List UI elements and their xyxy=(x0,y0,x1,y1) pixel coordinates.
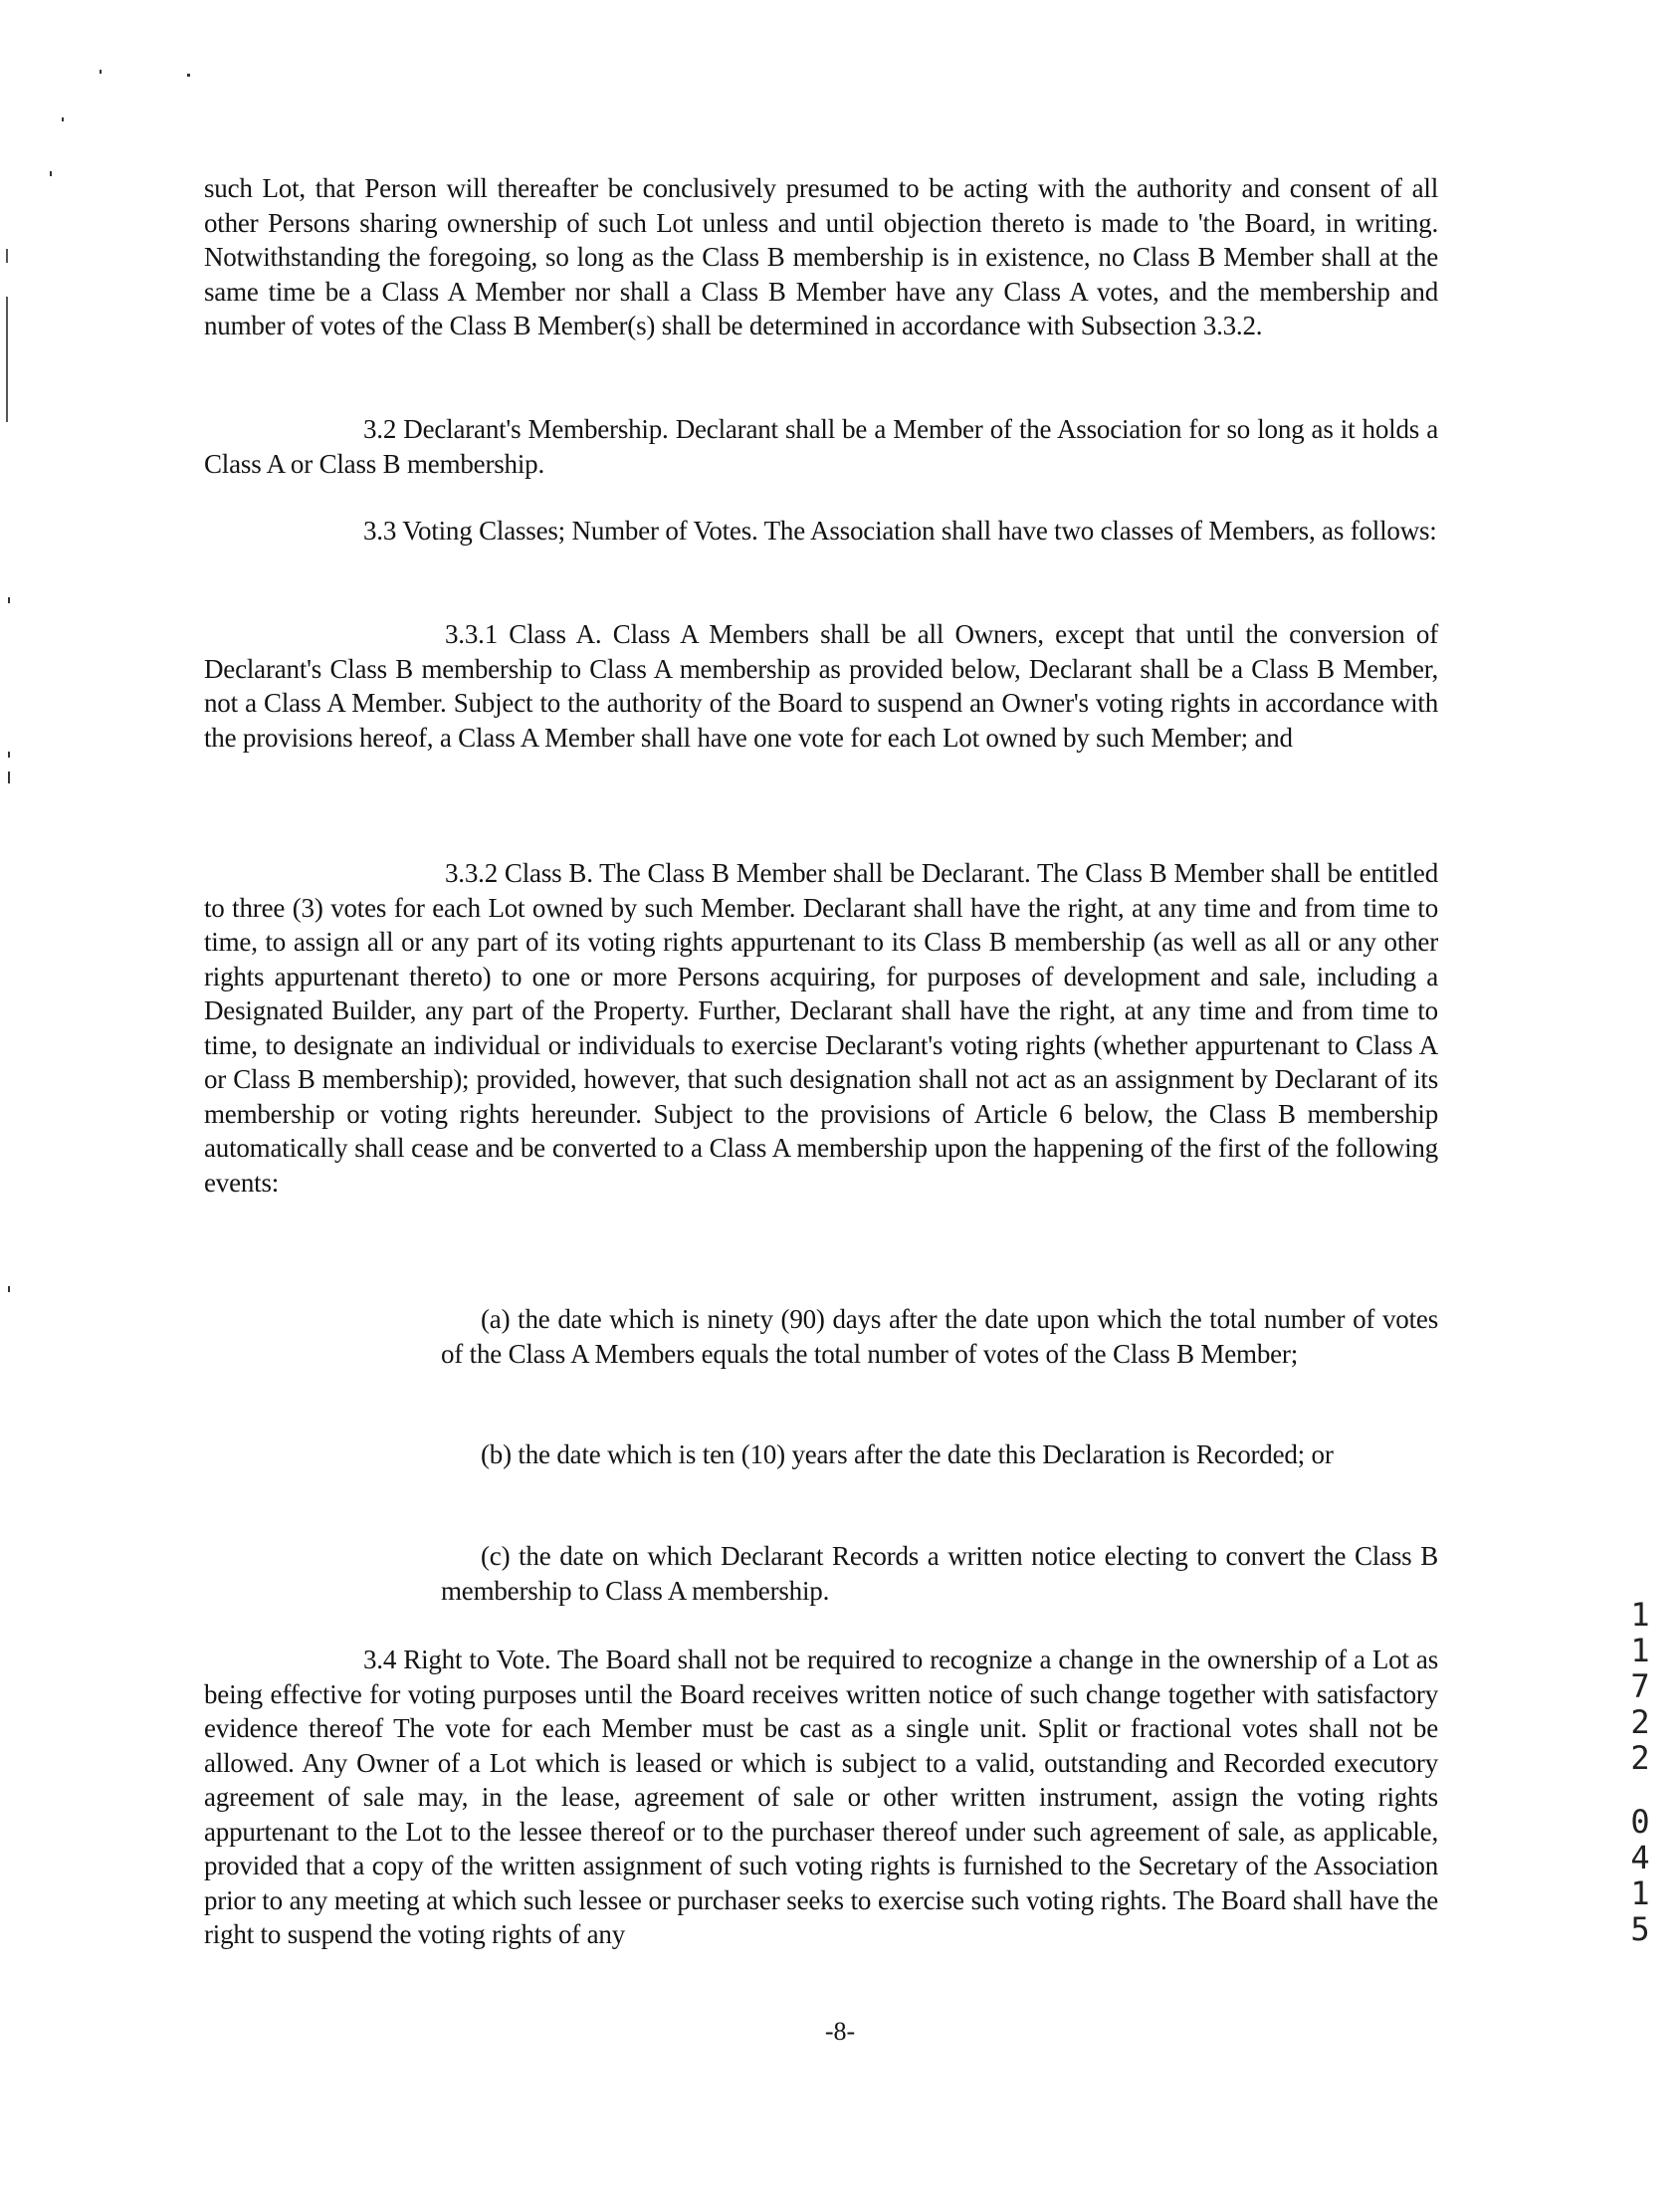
scan-speck xyxy=(187,74,190,77)
scan-speck xyxy=(8,752,10,758)
recording-stamp-digit: 2 xyxy=(1630,1739,1650,1777)
paragraph-3-3-1-class-a: 3.3.1 Class A. Class A Members shall be all Owners, except that until the conversion of Declarant's Class B membership to Class A membership as provided below, Declarant shall be a Class B Member, not a Class A Member. Subject to the authority of the Board to suspend an Owner's voting rights in accordance with the provisions hereof, a Class A Member shall have one vote for each Lot owned by such Member; and xyxy=(204,619,1438,753)
recording-stamp-digit: 7 xyxy=(1630,1667,1650,1705)
recording-stamp-digit: 4 xyxy=(1630,1839,1650,1876)
scan-speck xyxy=(8,597,10,603)
scan-margin-line xyxy=(6,249,8,263)
recording-stamp-digit: 2 xyxy=(1630,1703,1650,1741)
page-number: -8- xyxy=(824,2017,856,2046)
scan-speck xyxy=(100,70,102,74)
paragraph-continued: such Lot, that Person will thereafter be conclusively presumed to be acting with the authority and consent of all other Persons sharing ownership of such Lot unless and until objection thereto is made to 'the Board, in writing. Notwithstanding the foregoing, so long as the Class B membership is in existence, no Class B Member shall at the same time be a Class A Member nor shall a Class B Member have any Class A votes, and the membership and number of votes of the Class B Member(s) shall be determined in accordance with Subsection 3.3.2. xyxy=(204,173,1438,340)
paragraph-3-3-voting-classes: 3.3 Voting Classes; Number of Votes. The Association shall have two classes of Members, as follows: xyxy=(363,516,1437,546)
scan-speck xyxy=(62,117,64,121)
list-item-a: (a) the date which is ninety (90) days after the date upon which the total number of votes of the Class A Members equals the total number of votes of the Class B Member; xyxy=(441,1304,1438,1369)
list-item-b: (b) the date which is ten (10) years after the date this Declaration is Recorded; or xyxy=(481,1439,1334,1469)
paragraph-3-4-right-to-vote: 3.4 Right to Vote. The Board shall not be required to recognize a change in the ownership of a Lot as being effective for voting purposes until the Board receives written notice of such change together with satisfactory evidence thereof The vote for each Member must be cast as a single unit. Split or fractional votes shall not be allowed. Any Owner of a Lot which is leased or which is subject to a valid, outstanding and Recorded executory agreement of sale may, in the lease, agreement of sale or other written instrument, assign the voting rights appurtenant to the Lot to the lessee thereof or to the purchaser thereof under such agreement of sale, as applicable, provided that a copy of the written assignment of such voting rights is furnished to the Secretary of the Association prior to any meeting at which such lessee or purchaser seeks to exercise such voting rights. The Board shall have the right to suspend the voting rights of any xyxy=(204,1645,1438,1949)
scan-margin-line xyxy=(6,297,8,422)
paragraph-3-2-declarants-membership: 3.2 Declarant's Membership. Declarant shall be a Member of the Association for so long as it holds a Class A or Class B membership. xyxy=(204,414,1438,479)
scan-speck xyxy=(8,1286,10,1292)
scan-speck xyxy=(8,771,10,783)
recording-stamp-digit: 1 xyxy=(1630,1632,1650,1669)
recording-stamp-digit: 1 xyxy=(1630,1874,1650,1912)
scan-speck xyxy=(50,171,52,176)
list-item-c: (c) the date on which Declarant Records a written notice electing to convert the Class B membership to Class A membership. xyxy=(441,1541,1438,1606)
recording-stamp-digit: 5 xyxy=(1630,1910,1650,1948)
recording-stamp-digit: 1 xyxy=(1630,1596,1650,1634)
recording-stamp-digit: 0 xyxy=(1630,1803,1650,1841)
paragraph-3-3-2-class-b: 3.3.2 Class B. The Class B Member shall be Declarant. The Class B Member shall be entitled to three (3) votes for each Lot owned by such Member. Declarant shall have the right, at any time and from time to time, to assign all or any part of its voting rights appurtenant to its Class B membership (as well as all or any other rights appurtenant thereto) to one or more Persons acquiring, for purposes of development and sale, including a Designated Builder, any part of the Property. Further, Declarant shall have the right, at any time and from time to time, to designate an individual or individuals to exercise Declarant's voting rights (whether appurtenant to Class A or Class B membership); provided, however, that such designation shall not act as an assignment by Declarant of its membership or voting rights hereunder. Subject to the provisions of Article 6 below, the Class B membership automatically shall cease and be converted to a Class A membership upon the happening of the first of the following events: xyxy=(204,858,1438,1198)
